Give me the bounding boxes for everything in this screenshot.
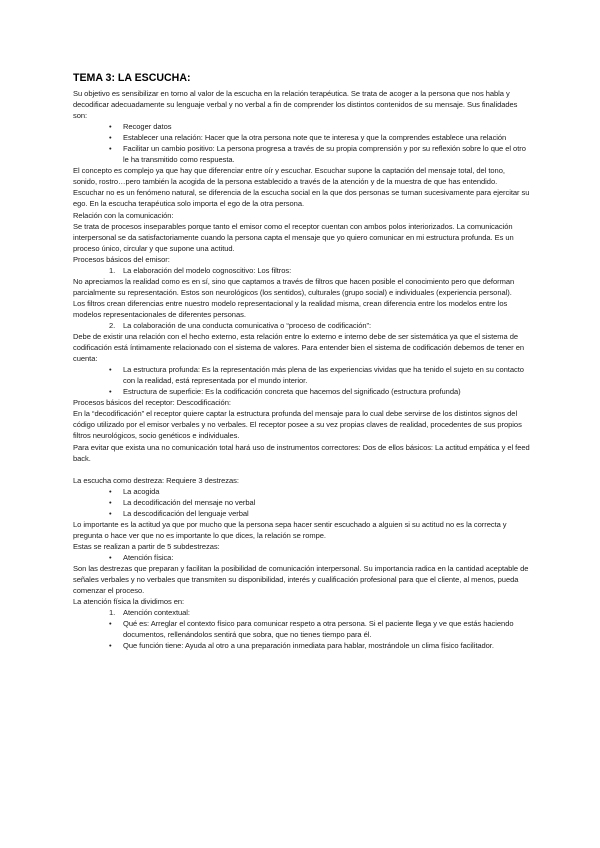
relacion-heading: Relación con la comunicación:	[73, 210, 174, 220]
subdestrezas-list	[73, 552, 530, 563]
list-item: • Recoger datos	[73, 121, 530, 132]
list-item: • La estructura profunda: Es la representación más plena de las experiencias vividas que ha tenido el sujeto en su contacto con la realidad, está representada por el mundo interior.	[73, 364, 530, 386]
blank-line	[73, 464, 530, 475]
importante-paragraph: Lo importante es la actitud ya que por mucho que la persona sepa hacer sentir escuchado a alguien si su actitud no es la correcta y pregunta o hace ver que no es importante lo que dices, la relación se rompe.	[73, 519, 507, 540]
page-title: TEMA 3: LA ESCUCHA:	[73, 72, 191, 84]
list-item: • Qué es: Arreglar el contexto físico para comunicar respeto a otra persona. Si el paciente llega y ve que estás haciendo documentos, rellenándolos sentirá que sobra, que no tienes tiempo para él.	[73, 618, 530, 640]
atencion-paragraph: Son las destrezas que preparan y facilitan la posibilidad de comunicación interpersonal. Su importancia radica en la cantidad aceptable de señales verbales y no verbales que transmiten su disponibilidad, interés y cualificación profesional para que el cliente, al menos, pueda comenzar el proceso.	[73, 563, 529, 596]
intro-paragraph: Su objetivo es sensibilizar en torno al valor de la escucha en la relación terapéutica. Se trata de acoger a la persona que nos habla y decodificar adecuadamente su lenguaje verbal y no verbal a fin de comprender los distintos contenidos de su mensaje. Sus finalidades son:	[73, 89, 518, 121]
list-item: • Facilitar un cambio positivo: La persona progresa a través de su propia comprensión y por su reflexión sobre lo que el otro le ha transmitido como respuesta.	[73, 143, 530, 165]
relacion-paragraph: Se trata de procesos inseparables porque tanto el emisor como el receptor cuentan con ambos polos interiorizados. La comunicación interpersonal se da satisfactoriamente cuando la persona capta el mensaje que yo quiero comunicar en mi estructura profunda. Es un proceso único, circular y que supone una actitud.	[73, 221, 514, 253]
list-item-text: La elaboración del modelo cognoscitivo: Los filtros:	[123, 265, 292, 275]
emisor-list-2	[73, 320, 530, 331]
emisor-list-1	[73, 265, 530, 276]
subdestrezas-heading: Estas se realizan a partir de 5 subdestrezas:	[73, 541, 220, 551]
filtros-paragraph-1: No apreciamos la realidad como es en sí, sino que captamos a través de filtros que hacen posible el conocimiento pero que deforman parcialmente su representación. Estos son neurológicos (los sentidos), culturales (grupo social) e individuales (experiencia personal).	[73, 276, 515, 297]
list-item: • Establecer una relación: Hacer que la otra persona note que te interesa y que la comprendes establece una relación	[73, 132, 530, 143]
list-item: • Estructura de superficie: Es la codificación concreta que hacemos del significado (estructura profunda)	[73, 386, 530, 397]
codificacion-paragraph: Debe de existir una relación con el hecho externo, esta relación entre lo externo e interno debe de ser sistemática ya que el sistema de codificación está íntimamente relacionado con el sistema de valores. Para entender bien el sistema de codificación debemos de tener en cuenta:	[73, 332, 524, 364]
atencion-list	[73, 607, 530, 618]
list-number: 2.	[109, 320, 116, 330]
receptor-heading: Procesos básicos del receptor: Descodificación:	[73, 398, 231, 408]
receptor-paragraph-1: En la “decodificación” el receptor quiere captar la estructura profunda del mensaje para lo cual debe servirse de los distintos signos del código utilizado por el emisor verbales y no verbales. El receptor posee a su vez propias claves de realidad, procedentes de sus propios filtros neurológicos, socio genéticos e individuales.	[73, 409, 522, 441]
list-item	[73, 320, 530, 331]
list-number: 1.	[109, 608, 116, 618]
destreza-heading: La escucha como destreza: Requiere 3 destrezas:	[73, 475, 239, 485]
list-item-text: La colaboración de una conducta comunicativa o “proceso de codificación”:	[123, 320, 372, 330]
list-item: • Atención física:	[73, 552, 530, 563]
emisor-heading: Procesos básicos del emisor:	[73, 254, 170, 264]
list-item: • Que función tiene: Ayuda al otro a una preparación inmediata para hablar, mostrándole un clima físico facilitador.	[73, 640, 530, 651]
contextual-list	[73, 618, 530, 651]
list-item-text: Atención contextual:	[123, 608, 190, 618]
destrezas-list	[73, 486, 530, 519]
filtros-paragraph-2: Los filtros crean diferencias entre nuestro modelo representacional y la realidad misma, crean diferencia entre los modelos entre los modelos representacionales de diferentes personas.	[73, 298, 508, 319]
receptor-paragraph-2: Para evitar que exista una no comunicación total hará uso de instrumentos correctores: Dos de ellos básicos: La actitud empática y el feed back.	[73, 442, 530, 463]
list-item: • La descodificación del lenguaje verbal	[73, 508, 530, 519]
dividimos-heading: La atención física la dividimos en:	[73, 597, 185, 607]
concepto-paragraph: El concepto es complejo ya que hay que diferenciar entre oír y escuchar. Escuchar supone la captación del mensaje total, del tono, sonido, rostro…pero también la acogida de la persona establecido a través de la atención y de la muestra de que has entendido. Escuchar no es un fenómeno natural, se diferencia de la escucha social en la que dos personas se turnan sucesivamente para ejercitar su ego. En la escucha terapéutica solo importa el ego de la otra persona.	[73, 166, 530, 209]
list-item: • La acogida	[73, 486, 530, 497]
finalidades-list	[73, 121, 530, 165]
list-item	[73, 607, 530, 618]
list-number: 1.	[109, 265, 116, 275]
list-item: • La decodificación del mensaje no verbal	[73, 497, 530, 508]
list-item	[73, 265, 530, 276]
estructuras-list	[73, 364, 530, 397]
